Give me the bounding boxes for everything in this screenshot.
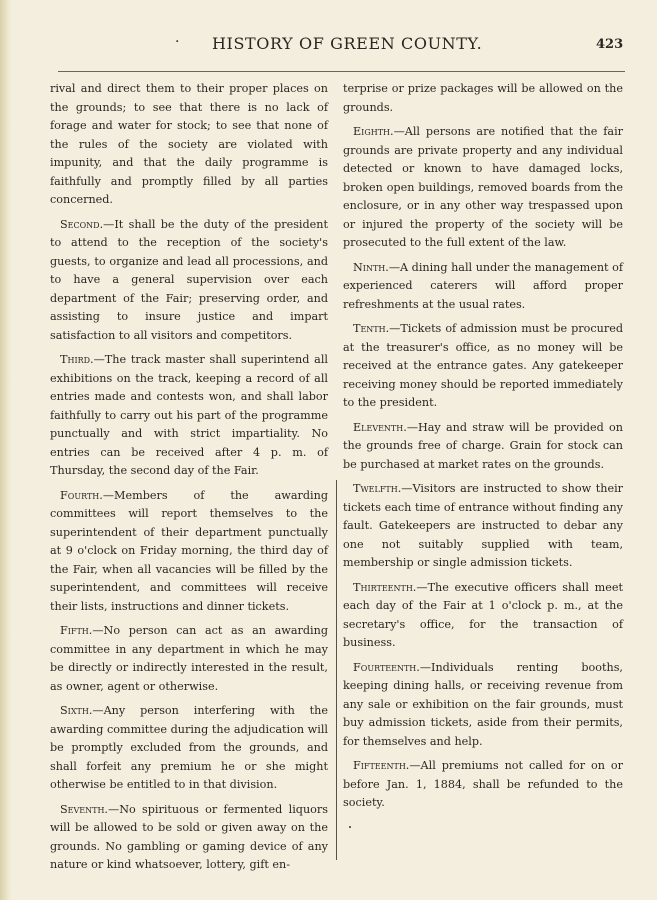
rule-label: Tenth. [353,322,390,335]
rule-label: Eighth. [353,125,394,138]
paragraph: rival and direct them to their proper places on the grounds; to see that there is no lack of forage and water for stock; to see that none of the rules of the society are violated with impunity, and that the daily programme is faithfully and promptly filled by all parties concerned. [50,82,328,206]
header-dot: · [175,34,180,50]
rule-ninth: Ninth.—A dining hall under the management of experienced caterers will afford proper refreshments at the usual rates. [343,260,623,311]
rule-label: Twelfth. [353,482,402,495]
ink-speck [349,826,351,828]
column-divider [336,480,337,860]
rule-third: Third.—The track master shall superintend all exhibitions on the track, keeping a record of all entries made and contests won, and shall labor faithfully to carry out his part of the programme punctually and with strict impartiality. No entries can be received after 4 p. m. of Thursday, the second day of the Fair. [50,353,328,477]
page-title: HISTORY OF GREEN COUNTY. [212,34,483,53]
rule-fifth: Fifth.—No person can act as an awarding committee in any department in which he may be directly or indirectly interested in the result, as owner, agent or otherwise. [50,624,328,693]
rule-label: Ninth. [353,260,389,274]
rule-label: Fourth. [60,488,103,502]
running-head [0,34,657,56]
rule-label: Sixth. [60,704,93,717]
rule-twelfth: Twelfth.—Visitors are instructed to show their tickets each time of entrance without finding any fault. Gatekeepers are instructed to debar any one not suitably supplied with team, membership or single admission tickets. [343,482,623,569]
rule-fourteenth: Fourteenth.—Individuals renting booths, keeping dining halls, or receiving revenue from any sale or exhibition on the fair grounds, must buy admission tickets, aside from their permits, for themselves and help. [343,660,623,748]
left-column [50,80,328,881]
rule-eleventh: Eleventh.—Hay and straw will be provided on the grounds free of charge. Grain for stock can be purchased at market rates on the grounds. [343,420,623,471]
rule-label: Second. [60,217,104,231]
rule-label: Fifth. [60,624,93,637]
rule-label: Third. [60,353,94,366]
page-number: 423 [596,37,624,52]
rule-seventh: Seventh.—No spirituous or fermented liquors will be allowed to be sold or given away on the grounds. No gambling or gaming device of any nature or kind whatsoever, lottery, gift en- [50,802,328,871]
rule-fourth: Fourth.—Members of the awarding committees will report themselves to the superintendent of their department punctually at 9 o'clock on Friday morning, the third day of the Fair, when all vacancies will be filled by the superintendent, and committees will receive their lists, instructions and dinner tickets. [50,488,328,613]
rule-second: Second.—It shall be the duty of the president to attend to the reception of the society's guests, to organize and lead all processions, and to have a general supervision over each department of the Fair; preserving order, and assisting to insure justice and impart satisfaction to all visitors and competitors. [50,217,328,342]
rule-label: Seventh. [60,802,108,816]
paragraph: terprise or prize packages will be allowed on the grounds. [343,82,623,114]
rule-sixth: Sixth.—Any person interfering with the awarding committee during the adjudication will be promptly excluded from the grounds, and shall forfeit any premium he or she might otherwise be entitled to in that division. [50,704,328,791]
rule-eighth: Eighth.—All persons are notified that the fair grounds are private property and any individual detected or known to have damaged locks, broken open buildings, removed boards from the enclosure, or in any other way trespassed upon or injured the property of the society will be prosecuted to the full extent of the law. [343,125,623,249]
rule-label: Thirteenth. [353,580,417,594]
rule-label: Fifteenth. [353,759,410,772]
right-column [343,80,623,819]
rule-label: Eleventh. [353,420,407,434]
rule-tenth: Tenth.—Tickets of admission must be procured at the treasurer's office, as no money will be received at the entrance gates. Any gatekeeper receiving money should be reported immediately to the president. [343,322,623,409]
rule-label: Fourteenth. [353,660,420,674]
page-edge-shadow [0,0,12,900]
rule-fifteenth: Fifteenth.—All premiums not called for on or before Jan. 1, 1884, shall be refunded to the society. [343,759,623,809]
rule-thirteenth: Thirteenth.—The executive officers shall meet each day of the Fair at 1 o'clock p. m., at the secretary's office, for the transaction of business. [343,580,623,649]
header-rule [58,71,625,72]
